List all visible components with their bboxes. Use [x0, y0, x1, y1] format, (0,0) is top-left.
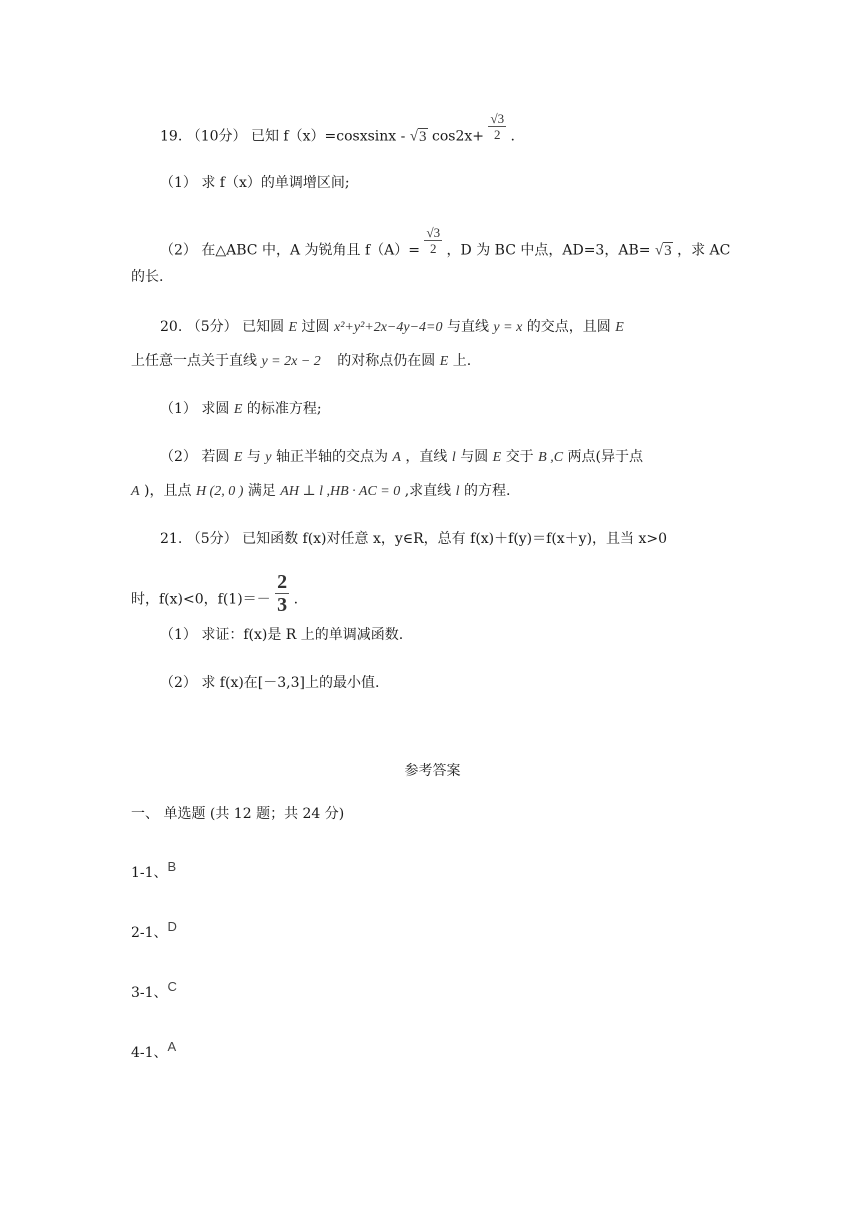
q19-mid: cos2x+: [431, 128, 484, 145]
answers-title: 参考答案: [404, 763, 461, 779]
q19-sqrt: √3: [409, 128, 427, 145]
q21-fraction: $\frac{2}{3}$: [277, 571, 288, 616]
q20-point-h: H (2, 0 ): [195, 484, 244, 499]
answer-value: A: [167, 1039, 177, 1054]
q19-part2: （2） 在△ABC 中，A 为锐角且 f（A）= $\frac{√3}{2}$ ，D 为 BC 中点，AD=3，AB= √3 ，求 AC: [160, 225, 731, 259]
answer-value: C: [167, 979, 177, 994]
q21-line2: 时，f(x)<0，f(1)＝－ $\frac{2}{3}$ .: [131, 571, 299, 616]
q20-line2: 上任意一点关于直线 y = 2x − 2 的对称点仍在圆 E 上.: [131, 353, 472, 369]
q20-symmetry-line: y = 2x − 2: [261, 354, 321, 369]
q21-part1: （1） 求证：f(x)是 R 上的单调减函数.: [160, 627, 404, 643]
q19-p2-fraction: $\frac{√3}{2}$: [426, 225, 441, 256]
q20-title: 20. （5分） 已知圆 E 过圆 x²+y²+2x−4y−4=0 与直线 y = x 的交点，且圆 E: [160, 319, 624, 335]
q20-part2-cont: A )，且点 H (2, 0 ) 满足 AH ⊥ l ,HB · AC = 0 ,求直线 l 的方程.: [131, 483, 511, 499]
answer-item: 2-1、D: [131, 919, 177, 941]
answer-item: 3-1、C: [131, 979, 177, 1001]
q20-condition: AH ⊥ l ,HB · AC = 0: [280, 484, 401, 499]
answer-item: 1-1、B: [131, 859, 177, 881]
answer-item: 4-1、A: [131, 1039, 177, 1061]
q21-title: 21. （5分） 已知函数 f(x)对任意 x，y∈R，总有 f(x)＋f(y)＝f(x＋y)，且当 x>0: [160, 531, 668, 547]
q19-fraction: $\frac{√3}{2}$: [490, 111, 505, 142]
q19-p2-sqrt: √3: [654, 242, 672, 259]
q20-circle-equation: x²+y²+2x−4y−4=0: [334, 320, 443, 335]
answers-section-heading: 一、 单选题 (共 12 题；共 24 分): [131, 806, 345, 822]
q20-line-equation: y = x: [493, 320, 523, 335]
q19-part1: （1） 求 f（x）的单调增区间;: [160, 175, 350, 191]
answer-value: B: [167, 859, 177, 874]
q19-part2-cont: 的长.: [131, 269, 164, 285]
q19-title: 19. （10分） 已知 f（x）=cosxsinx - √3 cos2x+ $\frac{√3}{2}$ .: [160, 111, 515, 145]
q19-lead: 19. （10分） 已知 f（x）=cosxsinx -: [160, 128, 406, 145]
answer-value: D: [167, 919, 177, 934]
q20-part1: （1） 求圆 E 的标准方程;: [160, 401, 322, 417]
q21-part2: （2） 求 f(x)在[－3,3]上的最小值.: [160, 675, 380, 691]
q20-part2: （2） 若圆 E 与 y 轴正半轴的交点为 A ，直线 l 与圆 E 交于 B ,C 两点(异于点: [160, 449, 643, 465]
